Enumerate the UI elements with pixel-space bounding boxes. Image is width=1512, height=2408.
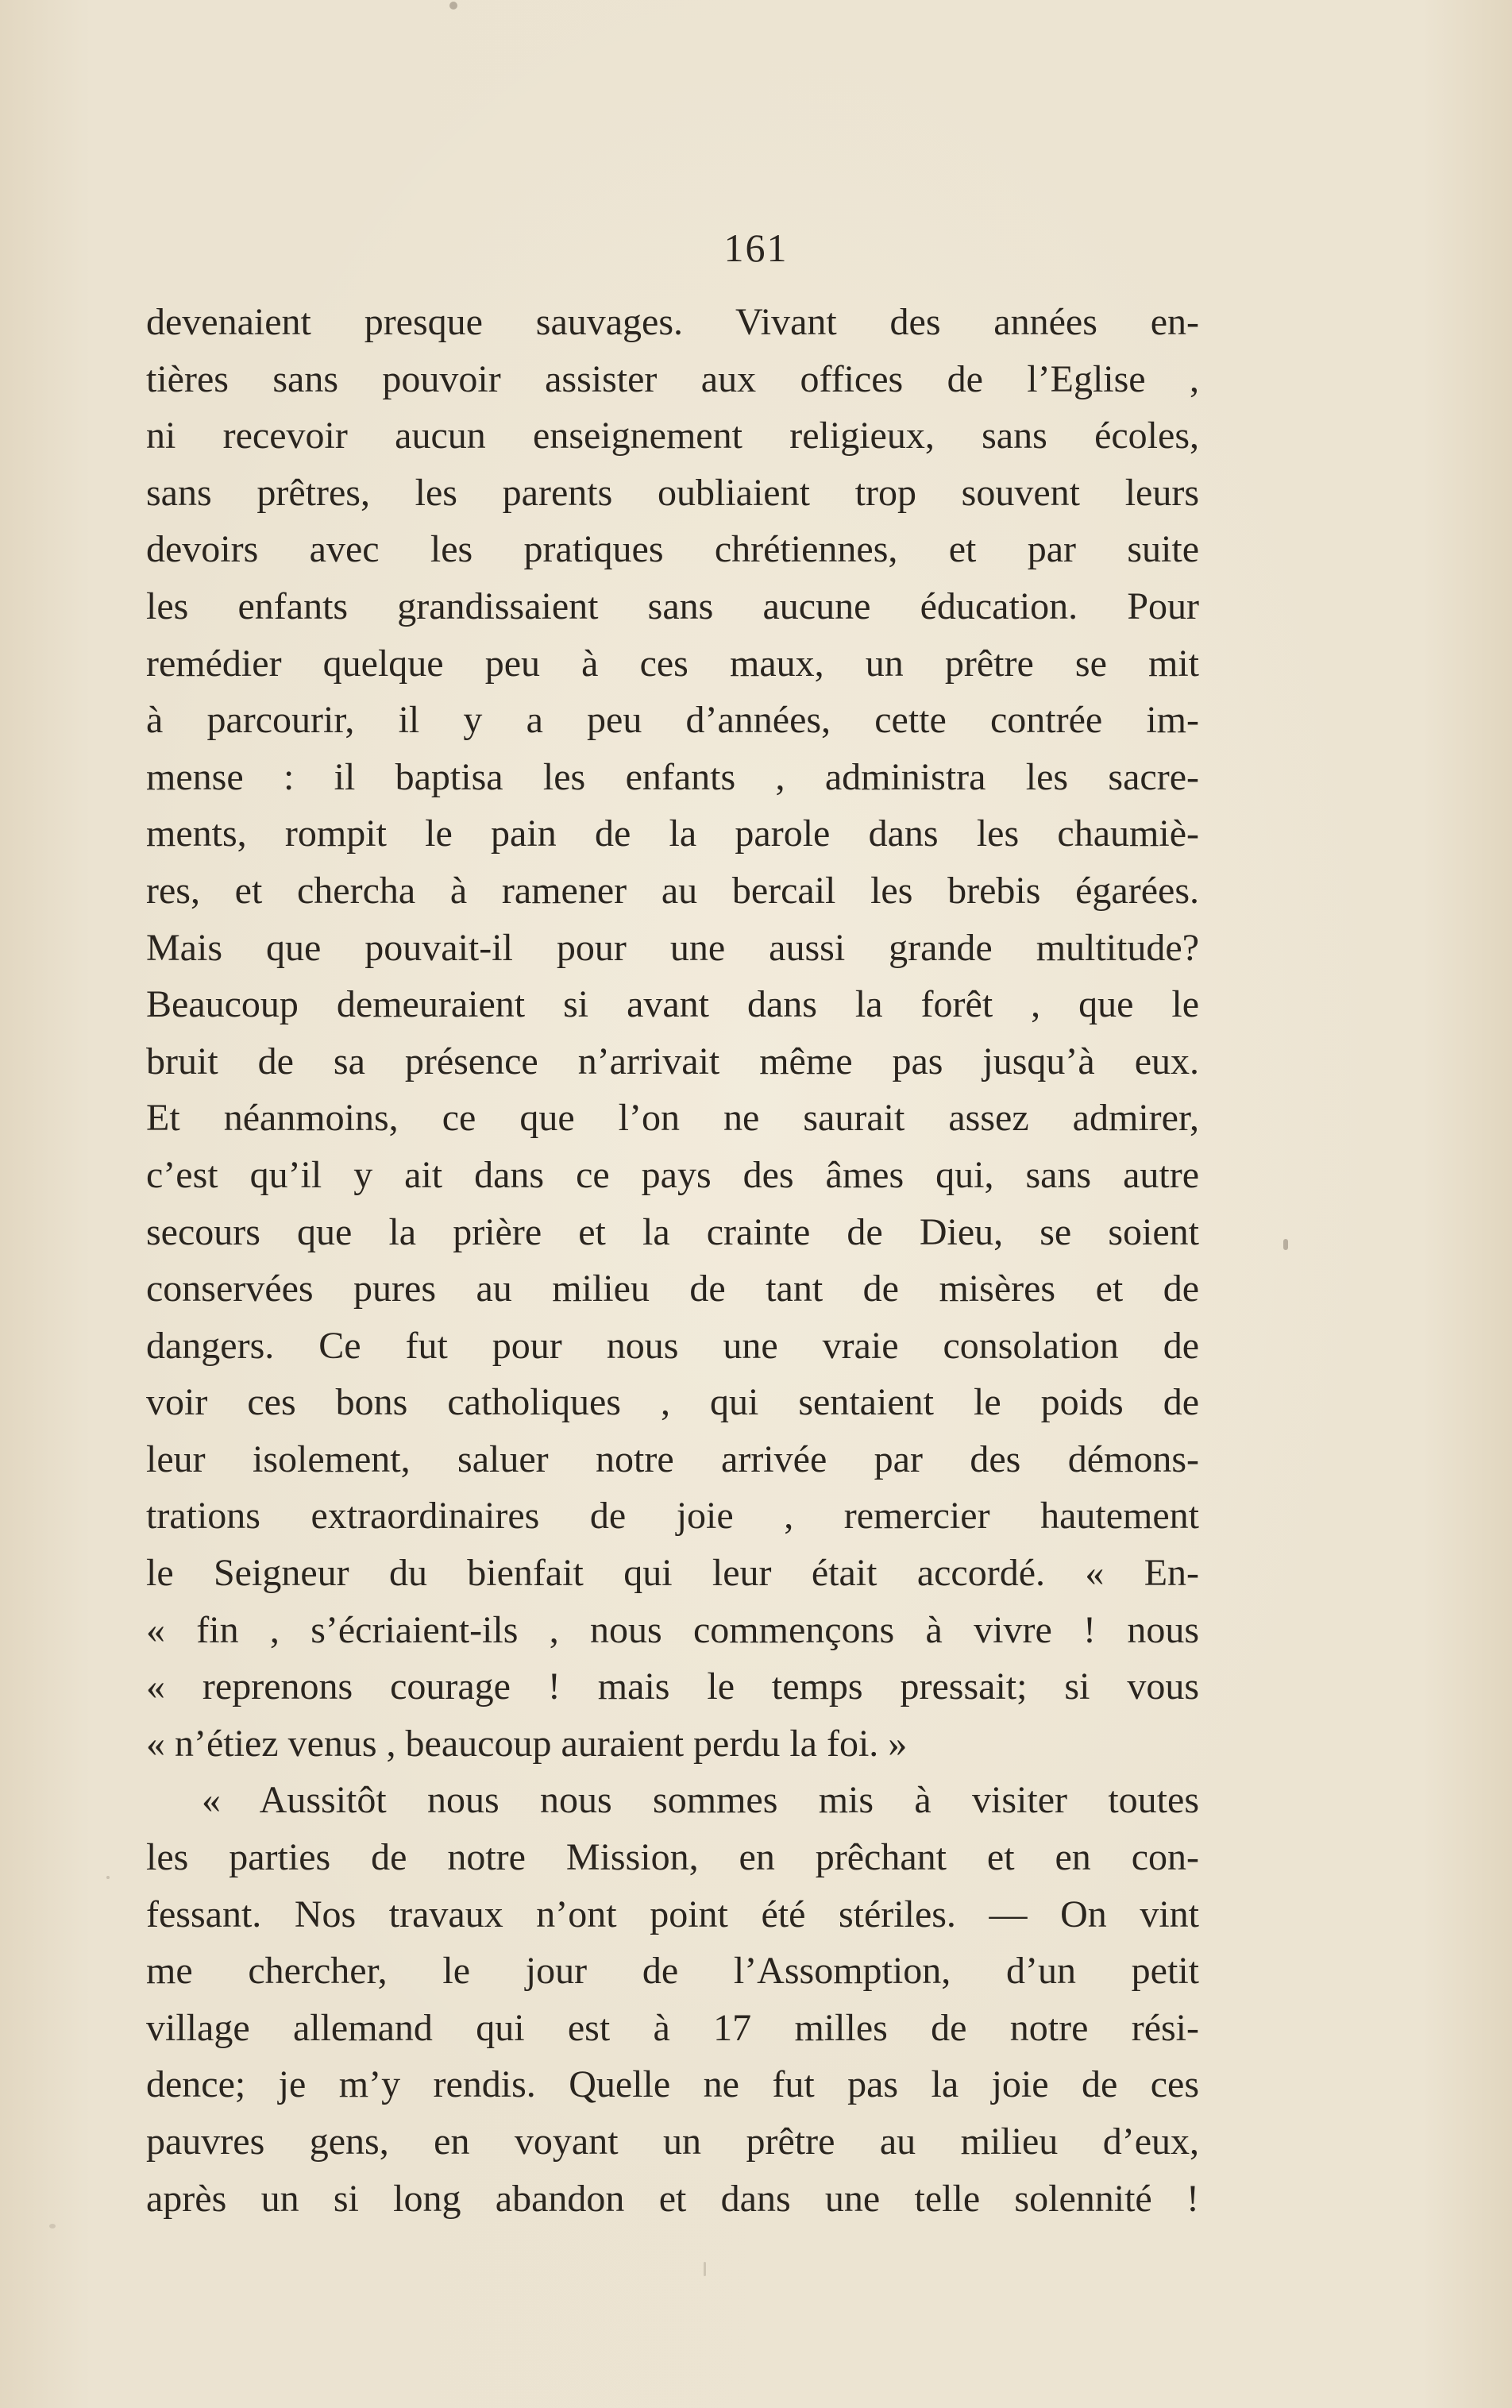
text-line: sans prêtres, les parents oubliaient trop souvent leurs <box>146 471 1199 514</box>
text-line: dence; je m’y rendis. Quelle ne fut pas la joie de ces <box>146 2063 1199 2106</box>
text-line: devoirs avec les pratiques chrétiennes, et par suite <box>146 528 1199 571</box>
paper-speck <box>1283 1239 1288 1250</box>
text-line: devenaient presque sauvages. Vivant des années en- <box>146 301 1199 343</box>
text-line: leur isolement, saluer notre arrivée par des démons- <box>146 1437 1199 1480</box>
text-line: Et néanmoins, ce que l’on ne saurait assez admirer, <box>146 1097 1199 1140</box>
text-line: voir ces bons catholiques , qui sentaient le poids de <box>146 1381 1199 1424</box>
text-line: les enfants grandissaient sans aucune éducation. Pour <box>146 585 1199 627</box>
text-line: « reprenons courage ! mais le temps pressait; si vous <box>146 1665 1199 1708</box>
text-line: Mais que pouvait-il pour une aussi grande multitude? <box>146 926 1199 969</box>
text-line: à parcourir, il y a peu d’années, cette contrée im- <box>146 699 1199 742</box>
text-line: « fin , s’écriaient-ils , nous commençons à vivre ! nous <box>146 1608 1199 1651</box>
text-line: mense : il baptisa les enfants , administra les sacre- <box>146 755 1199 798</box>
text-line: ni recevoir aucun enseignement religieux, sans écoles, <box>146 415 1199 457</box>
text-line: le Seigneur du bienfait qui leur était accordé. « En- <box>146 1552 1199 1595</box>
text-line: remédier quelque peu à ces maux, un prêtre se mit <box>146 642 1199 685</box>
text-line: bruit de sa présence n’arrivait même pas jusqu’à eux. <box>146 1040 1199 1082</box>
text-line: me chercher, le jour de l’Assomption, d’un petit <box>146 1950 1199 1993</box>
text-line: trations extraordinaires de joie , remercier hautement <box>146 1495 1199 1538</box>
page-number: 161 <box>723 226 789 270</box>
text-line: res, et chercha à ramener au bercail les brebis égarées. <box>146 869 1199 912</box>
paper-speck <box>49 2224 56 2229</box>
body-text <box>146 294 1199 2227</box>
paper-speck <box>704 2262 706 2276</box>
text-line: après un si long abandon et dans une telle solennité ! <box>146 2177 1199 2220</box>
paragraph-start-line: « Aussitôt nous nous sommes mis à visiter toutes <box>202 1779 1199 1822</box>
text-line: c’est qu’il y ait dans ce pays des âmes qui, sans autre <box>146 1153 1199 1196</box>
paper-speck <box>449 2 457 10</box>
text-line: tières sans pouvoir assister aux offices de l’Eglise , <box>146 357 1199 400</box>
text-line: « n’étiez venus , beaucoup auraient perdu la foi. » <box>146 1722 908 1765</box>
text-line: les parties de notre Mission, en prêchant et en con- <box>146 1836 1199 1879</box>
text-line: village allemand qui est à 17 milles de notre rési- <box>146 2006 1199 2049</box>
text-line: dangers. Ce fut pour nous une vraie consolation de <box>146 1324 1199 1367</box>
paper-speck <box>106 1876 110 1879</box>
text-line: Beaucoup demeuraient si avant dans la forêt , que le <box>146 983 1199 1026</box>
text-line: conservées pures au milieu de tant de misères et de <box>146 1268 1199 1310</box>
text-line: fessant. Nos travaux n’ont point été stériles. — On vint <box>146 1893 1199 1935</box>
text-line: ments, rompit le pain de la parole dans les chaumiè- <box>146 812 1199 855</box>
text-line: secours que la prière et la crainte de Dieu, se soient <box>146 1210 1199 1253</box>
text-line: pauvres gens, en voyant un prêtre au milieu d’eux, <box>146 2121 1199 2163</box>
